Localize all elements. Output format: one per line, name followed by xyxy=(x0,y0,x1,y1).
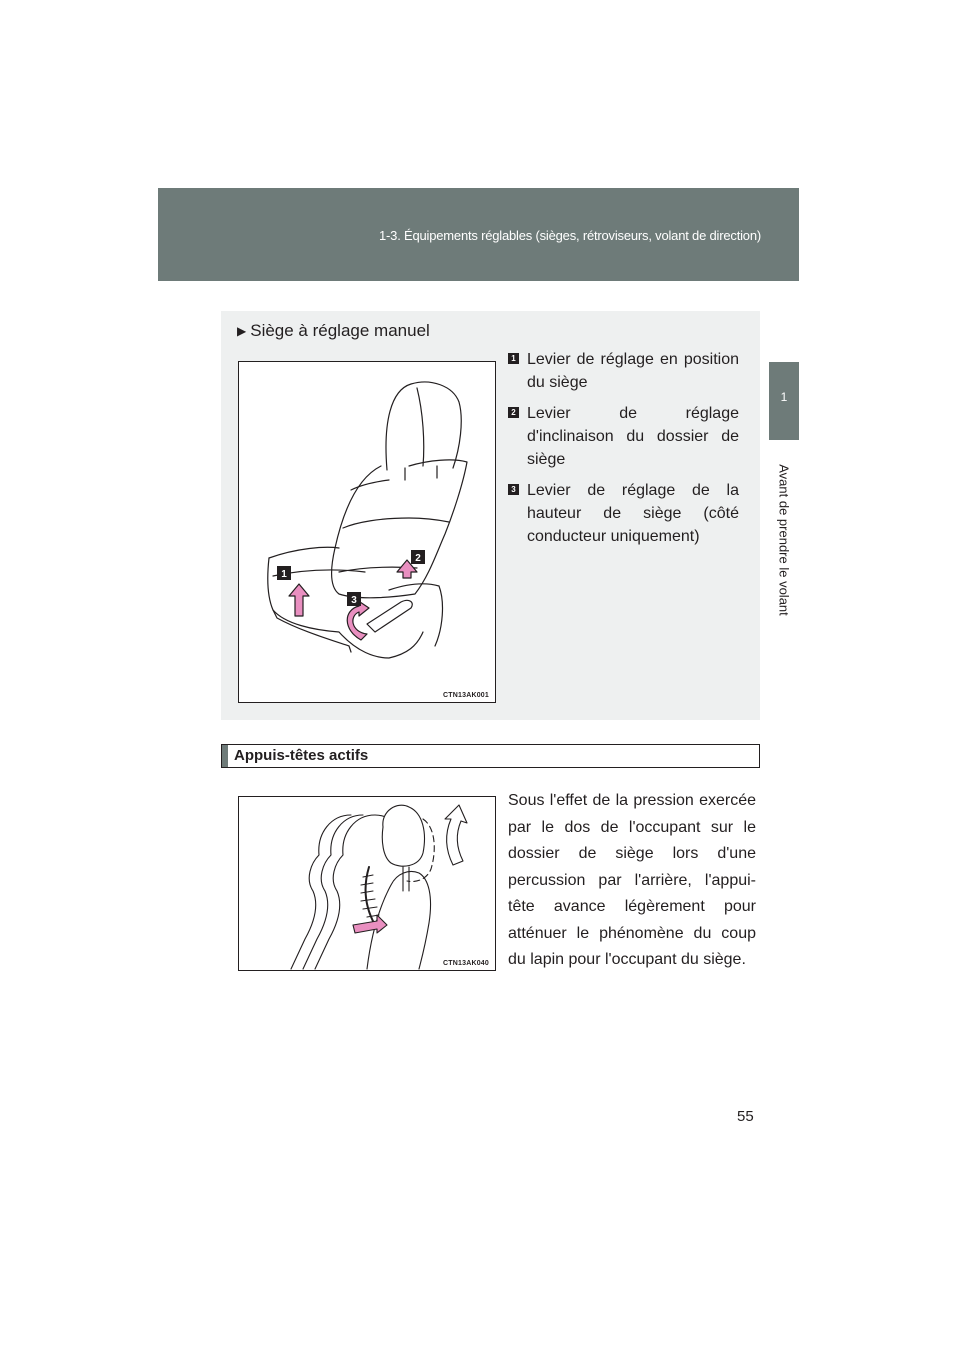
seat-drawing xyxy=(239,362,495,702)
body-silhouette-1 xyxy=(291,815,351,969)
side-tab-label: Avant de prendre le volant xyxy=(776,464,792,616)
headrest-illustration xyxy=(238,796,496,971)
headrest-stay xyxy=(405,466,437,480)
list-item xyxy=(508,402,739,471)
list-item xyxy=(508,348,739,394)
headrest-seam xyxy=(417,388,424,466)
list-item-text: Levier de réglage en position du siège xyxy=(527,351,739,391)
page-number: 55 xyxy=(737,1108,754,1125)
section-accent xyxy=(222,745,228,767)
triangle-bullet-icon: ▶ xyxy=(237,324,247,338)
list-item xyxy=(508,479,739,548)
spine-ribs xyxy=(361,875,379,917)
arrow-1 xyxy=(289,584,309,616)
lever-list xyxy=(508,348,739,556)
figure-code: CTN13AK001 xyxy=(443,692,489,699)
active-headrest-paragraph: Sous l'effet de la pression exercée par le dos de l'occupant sur le dossier de siège lors d'une percussion par l'arrière, l'appui-tête avance légèrement pour atténuer le phénomène du coup du lapin pour l'occupant du siège. xyxy=(508,792,756,968)
headrest-drawing xyxy=(239,797,495,970)
headrest-stays xyxy=(403,867,409,891)
push-arrow xyxy=(353,915,387,933)
figure-code: CTN13AK040 xyxy=(443,960,489,967)
list-number-badge: 2 xyxy=(508,407,519,418)
side-tab-number: 1 xyxy=(780,390,788,404)
callout-2-label: 2 xyxy=(415,553,421,564)
chapter-title: 1-3. Équipements réglables (sièges, rétroviseurs, volant de direction) xyxy=(379,228,761,243)
section-title: Appuis-têtes actifs xyxy=(234,747,369,764)
callout-3-label: 3 xyxy=(351,595,357,606)
callout-1-label: 1 xyxy=(281,569,287,580)
headrest-body xyxy=(382,805,424,866)
cushion-top xyxy=(269,547,339,558)
motion-arrow xyxy=(445,805,467,865)
body-silhouette-2 xyxy=(303,815,363,969)
section-title-bar xyxy=(221,744,760,768)
side-tab xyxy=(769,362,799,440)
chapter-header-bar xyxy=(158,188,799,281)
manual-seat-heading-text: Siège à réglage manuel xyxy=(250,321,430,340)
list-number-badge: 3 xyxy=(508,484,519,495)
seat-rail xyxy=(273,610,351,652)
list-item-text: Levier de réglage de la hauteur de siège (côté conducteur uniquement) xyxy=(527,482,739,545)
backrest-outline xyxy=(332,460,467,598)
recline-lever xyxy=(367,600,412,632)
list-number-badge: 1 xyxy=(508,353,519,364)
seat-illustration xyxy=(238,361,496,703)
list-item-text: Levier de réglage d'inclinaison du dossier de siège xyxy=(527,405,739,468)
backrest-seam-mid xyxy=(343,518,449,528)
manual-seat-heading xyxy=(237,321,430,341)
